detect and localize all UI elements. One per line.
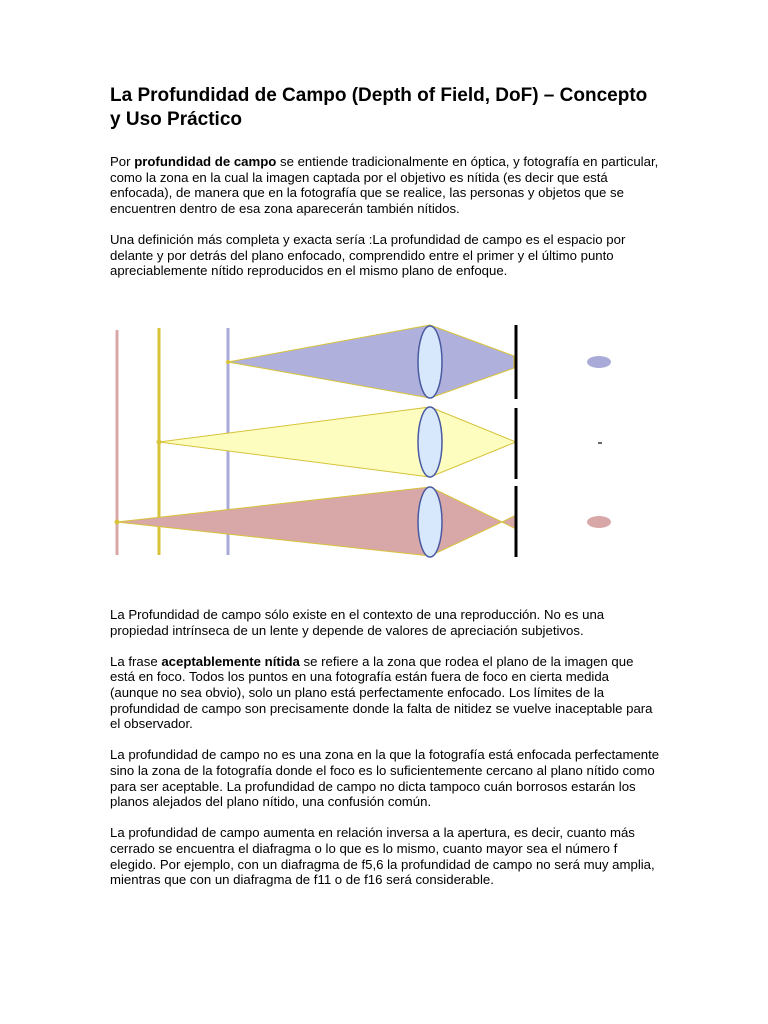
document-body-lower xyxy=(110,607,660,903)
far-diverge-cone xyxy=(502,515,516,529)
mid-point xyxy=(157,440,162,445)
mid-image-cone xyxy=(430,407,516,477)
paragraph-exact-definition: Una definición más completa y exacta sería :La profundidad de campo es el espacio por delante y por detrás del plano enfocado, comprendido entre el primer y el último punto apreciablemente nítido reproducidos en el mismo plano de enfoque. xyxy=(110,231,626,279)
near-point xyxy=(226,360,230,364)
far-point xyxy=(115,520,120,525)
far-blur-spot xyxy=(587,516,611,528)
p4-pre: La frase xyxy=(110,653,162,669)
far-light-cone xyxy=(117,487,430,556)
paragraph-zone: La profundidad de campo no es una zona en la que la fotografía está enfocada perfectamente sino la zona de la fotografía donde el foco es lo suficientemente cercano al plano nítido como para ser aceptable. La profundidad de campo no dicta tampoco cuán borrosos estarán los planos alejados del plano nítido, una confusión común. xyxy=(110,747,660,810)
page-title: La Profundidad de Campo (Depth of Field, DoF) – Concepto y Uso Práctico xyxy=(110,85,648,130)
p1-post: se entiende tradicionalmente en óptica, y fotografía en particular, como la zona en la cual la imagen captada por el objetivo es nítida (es decir que está enfocada), de manera que en la fotografía que se realice, las personas y objetos que se encuentren dentro de esa zona aparecerán también nítidos. xyxy=(110,154,659,216)
paragraph-context: La Profundidad de campo sólo existe en el contexto de una reproducción. No es una propiedad intrínseca de un lente y depende de valores de apreciación subjetivos. xyxy=(110,607,605,638)
near-light-cone xyxy=(228,325,430,398)
depth-of-field-diagram xyxy=(110,322,630,562)
near-blur-spot xyxy=(587,356,611,368)
p1-bold-term: profundidad de campo xyxy=(134,154,277,169)
mid-light-cone xyxy=(159,407,430,477)
p4-bold-term: aceptablemente nítida xyxy=(161,653,300,669)
lens-bottom xyxy=(418,487,442,557)
document-body xyxy=(110,84,660,294)
p1-pre: Por xyxy=(110,154,135,169)
paragraph-acceptable-sharp xyxy=(110,654,660,732)
lens-middle xyxy=(418,407,442,477)
lens-top xyxy=(418,326,442,398)
p4-post: se refiere a la zona que rodea el plano de la imagen que está en foco. Todos los puntos en una fotografía están fuera de foco en cierta medida (aunque no sea obvio), solo un plano está perfectamente enfocado. Los límites de la profundidad de campo son precisamente donde la falta de nitidez se vuelve inaceptable para el observador. xyxy=(110,653,653,732)
paragraph-aperture: La profundidad de campo aumenta en relación inversa a la apertura, es decir, cuanto más cerrado se encuentra el diafragma o lo que es lo mismo, cuanto mayor sea el número f elegido. Por ejemplo, con un diafragma de f5,6 la profundidad de campo no será muy amplia, mientras que con un diafragma de f11 o de f16 será considerable. xyxy=(110,825,655,888)
paragraph-definition xyxy=(110,154,660,216)
